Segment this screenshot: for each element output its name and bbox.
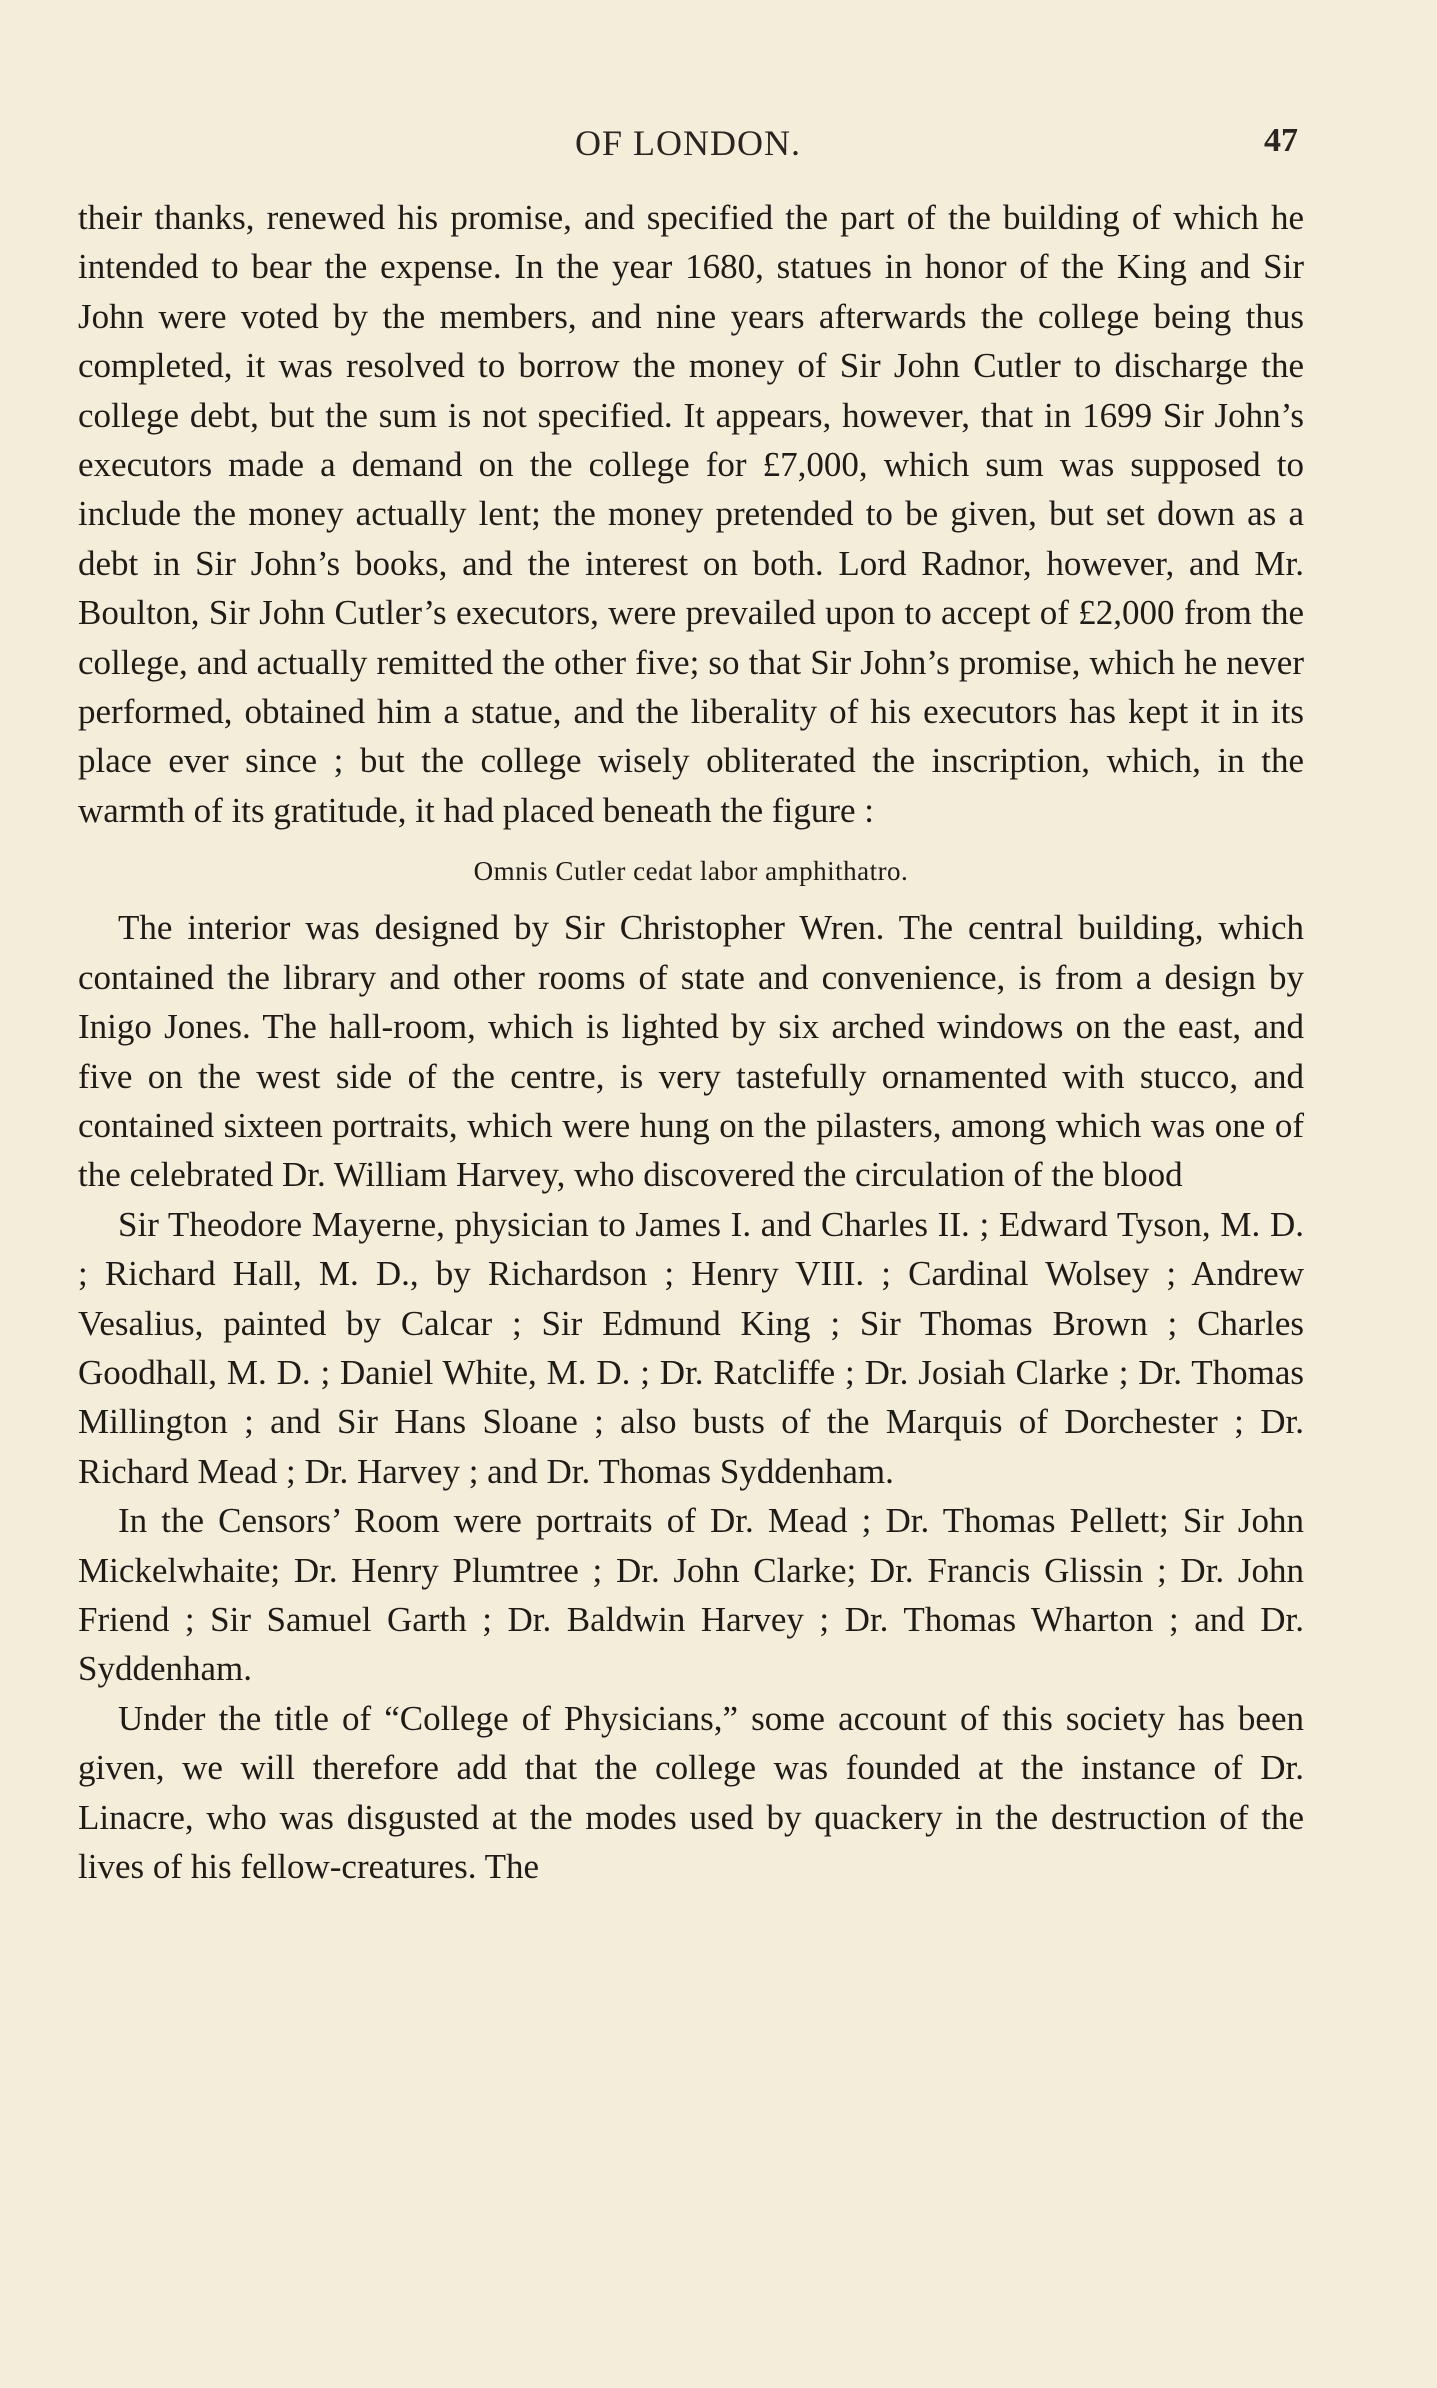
running-title: OF LONDON.: [575, 123, 801, 163]
running-header: [78, 118, 1298, 168]
paragraph: Sir Theodore Mayerne, physician to James I. and Charles II. ; Edward Tyson, M. D. ; Richard Hall, M. D., by Richardson ; Henry VIII. ; Cardinal Wolsey ; Andrew Vesalius, painted by Calcar ; Sir Edmund King ; Sir Thomas Brown ; Charles Goodhall, M. D. ; Daniel White, M. D. ; Dr. Ratcliffe ; Dr. Josiah Clarke ; Dr. Thomas Millington ; and Sir Hans Sloane ; also busts of the Marquis of Dorchester ; Dr. Richard Mead ; Dr. Harvey ; and Dr. Thomas Syddenham.: [78, 1204, 1304, 1491]
page-number: 47: [1264, 122, 1298, 159]
paragraph: In the Censors’ Room were portraits of Dr. Mead ; Dr. Thomas Pellett; Sir John Mickelwhaite; Dr. Henry Plumtree ; Dr. John Clarke; Dr. Francis Glissin ; Dr. John Friend ; Sir Samuel Garth ; Dr. Baldwin Harvey ; Dr. Thomas Wharton ; and Dr. Syddenham.: [78, 1501, 1304, 1689]
paragraph: The interior was designed by Sir Christopher Wren. The central building, which contained the library and other rooms of state and convenience, is from a design by Inigo Jones. The hall-room, which is lighted by six arched windows on the east, and five on the west side of the centre, is very tastefully ornamented with stucco, and contained sixteen portraits, which were hung on the pilasters, among which was one of the celebrated Dr. William Harvey, who discovered the circulation of the blood: [78, 908, 1304, 1195]
body-text: [78, 193, 1304, 1891]
paragraph: Under the title of “College of Physicians,” some account of this society has been given, we will therefore add that the college was founded at the instance of Dr. Linacre, who was disgusted at the modes used by quackery in the destruction of the lives of his fellow-creatures. The: [78, 1698, 1304, 1886]
latin-inscription: Omnis Cutler cedat labor amphithatro.: [473, 856, 909, 887]
paragraph: their thanks, renewed his promise, and specified the part of the building of which he intended to bear the expense. In the year 1680, statues in honor of the King and Sir John were voted by the members, and nine years afterwards the college being thus completed, it was resolved to borrow the money of Sir John Cutler to discharge the college debt, but the sum is not specified. It appears, however, that in 1699 Sir John’s executors made a demand on the college for £7,000, which sum was supposed to include the money actually lent; the money pretended to be given, but set down as a debt in Sir John’s books, and the interest on both. Lord Radnor, however, and Mr. Boulton, Sir John Cutler’s executors, were prevailed upon to accept of £2,000 from the college, and actually remitted the other five; so that Sir John’s promise, which he never performed, obtained him a statue, and the liberality of his executors has kept it in its place ever since ; but the college wisely obliterated the inscription, which, in the warmth of its gratitude, it had placed beneath the figure :: [78, 198, 1304, 830]
